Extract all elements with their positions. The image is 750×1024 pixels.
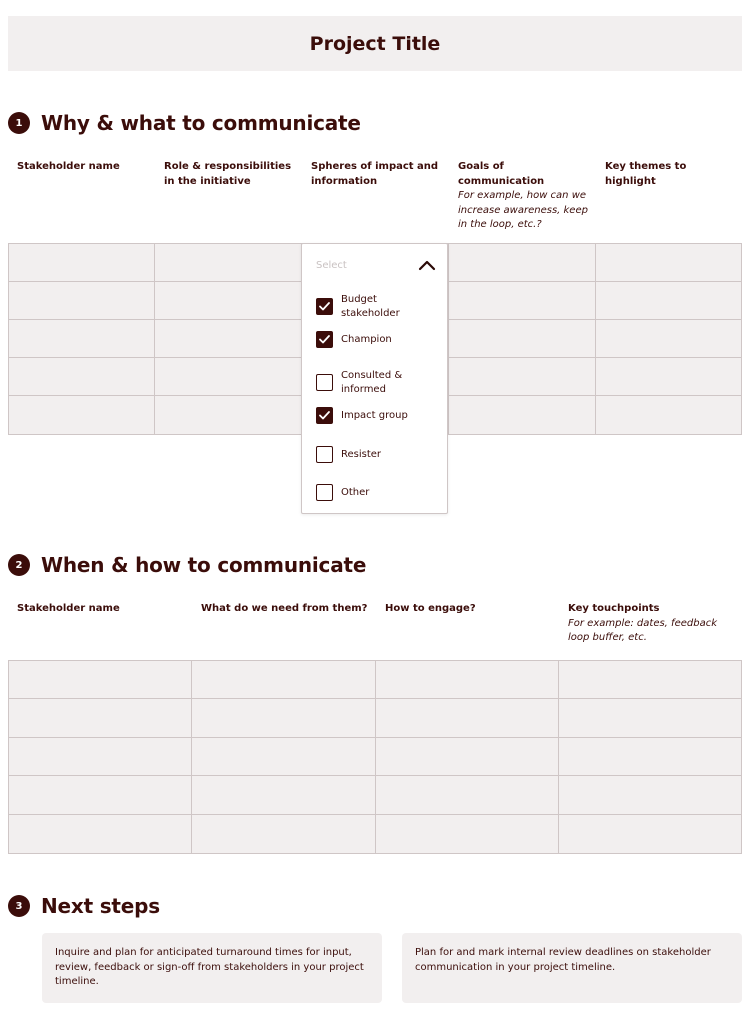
section-heading: Why & what to communicate: [41, 111, 361, 135]
column-header-stakeholder-name: Stakeholder name: [17, 603, 120, 614]
table-cell[interactable]: [9, 699, 192, 737]
section-2-table: [8, 660, 742, 854]
next-step-note[interactable]: [402, 933, 742, 1003]
table-cell[interactable]: [192, 776, 376, 814]
table-cell[interactable]: [449, 396, 596, 434]
chevron-up-icon[interactable]: [418, 260, 436, 271]
checkbox[interactable]: [316, 484, 333, 501]
table-cell[interactable]: [596, 244, 741, 282]
table-cell[interactable]: [449, 282, 596, 320]
table-cell[interactable]: [9, 738, 192, 776]
table-cell[interactable]: [155, 396, 302, 434]
column-header-role: Role & responsibilities in the initiative: [164, 161, 292, 187]
table-cell[interactable]: [449, 320, 596, 358]
table-cell[interactable]: [192, 699, 376, 737]
dropdown-select-field[interactable]: [316, 256, 436, 274]
page-title[interactable]: Project Title: [309, 32, 441, 55]
table-cell[interactable]: [9, 244, 155, 282]
table-cell[interactable]: [192, 661, 376, 699]
table-cell[interactable]: [9, 661, 192, 699]
checkbox[interactable]: [316, 446, 333, 463]
table-cell[interactable]: [596, 396, 741, 434]
table-cell[interactable]: [449, 358, 596, 396]
table-cell[interactable]: [9, 776, 192, 814]
checkbox[interactable]: [316, 298, 333, 315]
dropdown-placeholder: Select: [316, 259, 347, 271]
table-cell[interactable]: [376, 776, 559, 814]
option-label: Budget stakeholder: [341, 294, 400, 319]
checkbox[interactable]: [316, 331, 333, 348]
table-cell[interactable]: [155, 244, 302, 282]
checkmark-icon: [319, 335, 330, 344]
column-header-needs: What do we need from them?: [201, 603, 368, 614]
checkmark-icon: [319, 411, 330, 420]
section-1-header: [8, 111, 361, 135]
table-cell[interactable]: [155, 282, 302, 320]
table-cell[interactable]: [559, 699, 741, 737]
table-cell[interactable]: [155, 358, 302, 396]
dropdown-option[interactable]: [316, 331, 441, 348]
section-2-header: [8, 553, 366, 577]
table-cell[interactable]: [9, 358, 155, 396]
title-bar: [8, 16, 742, 71]
note-text: Plan for and mark internal review deadlines on stakeholder communication in your project timeline.: [415, 947, 711, 973]
table-cell[interactable]: [559, 738, 741, 776]
table-cell[interactable]: [192, 738, 376, 776]
dropdown-option[interactable]: [316, 293, 441, 320]
section-number-badge: 2: [8, 554, 30, 576]
table-cell[interactable]: [559, 776, 741, 814]
checkbox[interactable]: [316, 407, 333, 424]
table-cell[interactable]: [9, 396, 155, 434]
column-header-key-themes: Key themes to highlight: [605, 161, 687, 187]
table-cell[interactable]: [596, 282, 741, 320]
next-step-note[interactable]: [42, 933, 382, 1003]
dropdown-option[interactable]: [316, 446, 441, 463]
section-3-header: [8, 894, 160, 918]
option-label: Resister: [341, 448, 382, 460]
column-header-stakeholder-name: Stakeholder name: [17, 161, 120, 172]
table-cell[interactable]: [376, 738, 559, 776]
table-cell[interactable]: [9, 815, 192, 853]
section-heading: Next steps: [41, 894, 160, 918]
checkmark-icon: [319, 302, 330, 311]
option-label: Other: [341, 486, 370, 498]
table-cell[interactable]: [449, 244, 596, 282]
section-heading: When & how to communicate: [41, 553, 367, 577]
section-number-badge: 3: [8, 895, 30, 917]
table-cell[interactable]: [376, 661, 559, 699]
dropdown-option[interactable]: [316, 407, 441, 424]
option-label: Champion: [341, 333, 392, 345]
table-cell[interactable]: [596, 320, 741, 358]
table-cell[interactable]: [192, 815, 376, 853]
dropdown-option[interactable]: [316, 484, 441, 501]
section-number-badge: 1: [8, 112, 30, 134]
column-header-spheres: Spheres of impact and information: [311, 161, 439, 187]
table-cell[interactable]: [376, 815, 559, 853]
option-label: Consulted & informed: [341, 370, 403, 395]
table-cell[interactable]: [9, 282, 155, 320]
table-cell[interactable]: [376, 699, 559, 737]
column-header-how-to-engage: How to engage?: [385, 603, 476, 614]
column-header-goals: Goals of communication For example, how can we increase awareness, keep in the loop, etc.?: [458, 161, 588, 230]
table-cell[interactable]: [155, 320, 302, 358]
spheres-dropdown[interactable]: [301, 243, 448, 514]
table-cell[interactable]: [596, 358, 741, 396]
dropdown-option[interactable]: [316, 369, 441, 396]
table-cell[interactable]: [9, 320, 155, 358]
table-cell[interactable]: [559, 661, 741, 699]
note-text: Inquire and plan for anticipated turnaround times for input, review, feedback or sign-off from stakeholders in your project timeline.: [55, 947, 364, 987]
option-label: Impact group: [341, 409, 408, 421]
column-header-key-touchpoints: Key touchpoints For example: dates, feedback loop buffer, etc.: [568, 603, 717, 643]
table-cell[interactable]: [559, 815, 741, 853]
checkbox[interactable]: [316, 374, 333, 391]
